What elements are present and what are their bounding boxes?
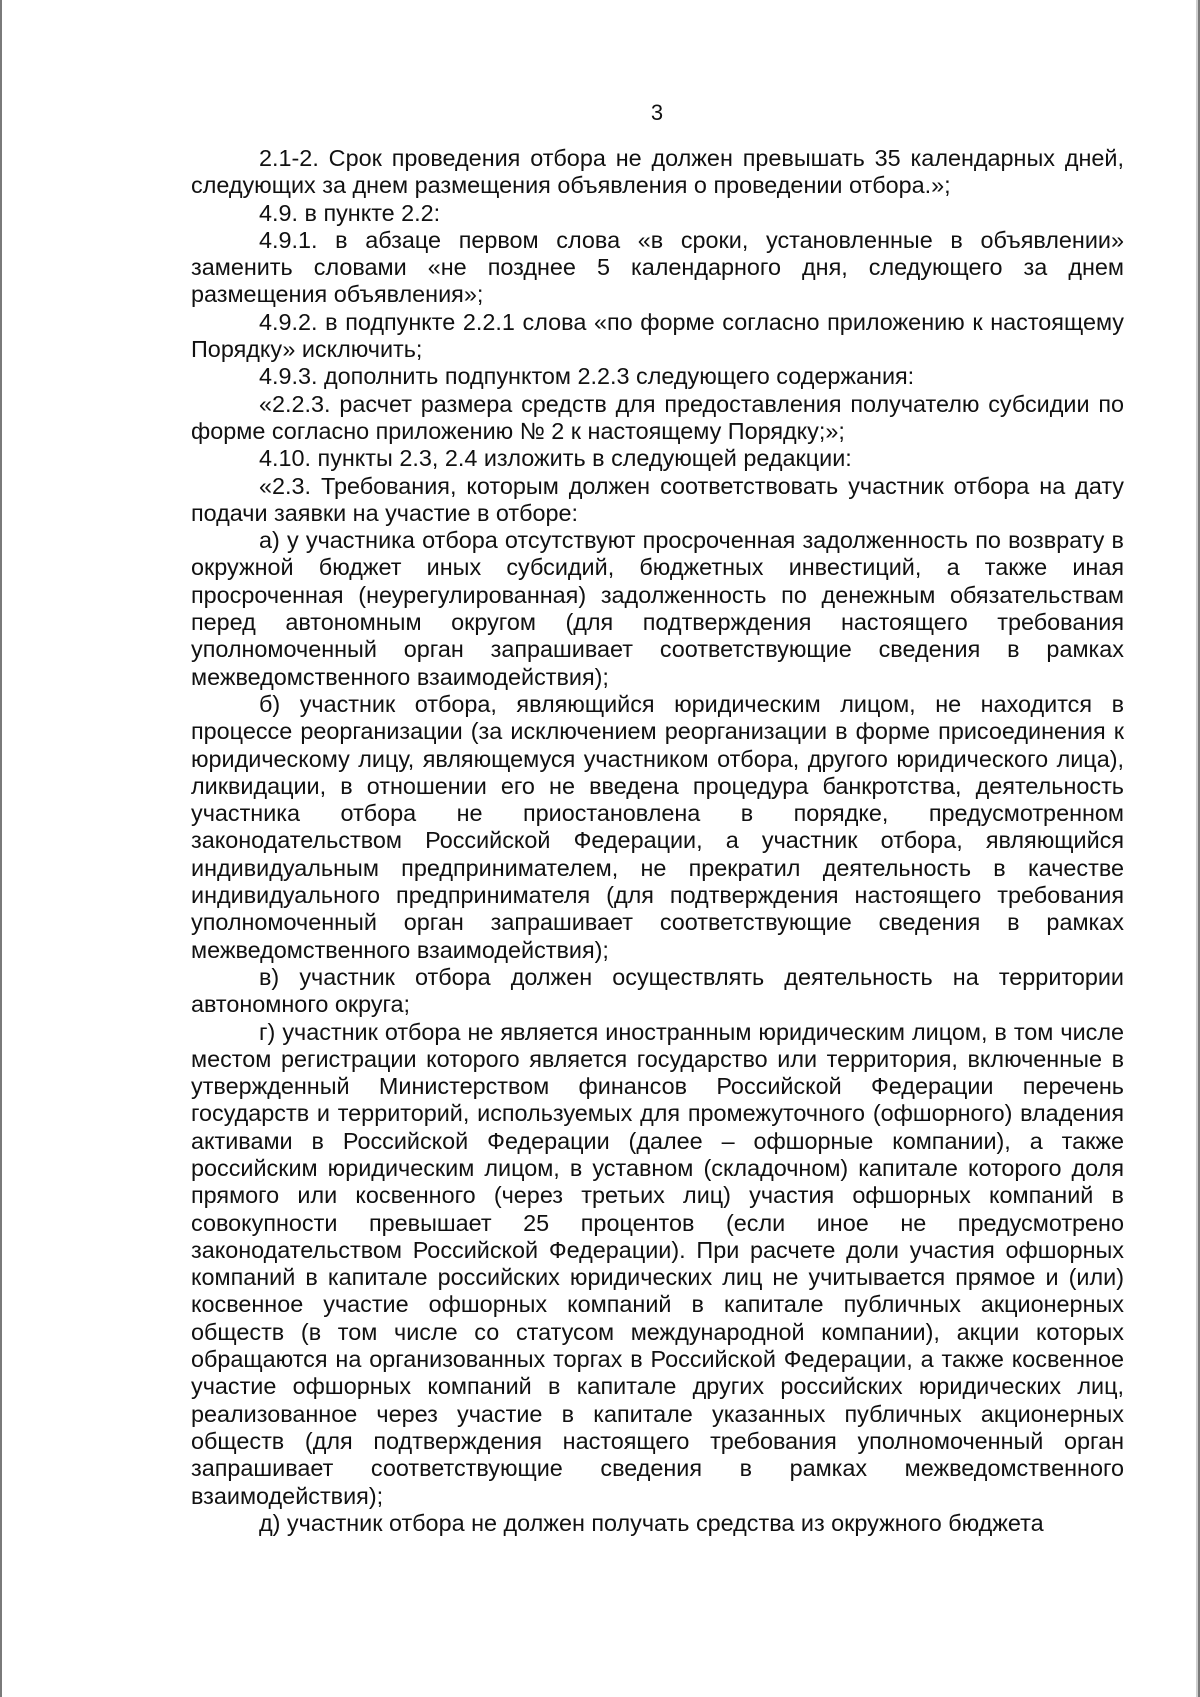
paragraph: 4.10. пункты 2.3, 2.4 изложить в следующей редакции: [259, 445, 852, 472]
paragraph: в) участник отбора должен осуществлять деятельность на территории автономного округа; [191, 963, 1124, 1018]
paragraph: г) участник отбора не является иностранным юридическим лицом, в том числе местом регистрации которого является государство или территория, включенные в утвержденный Министерством финансов Российской Федерации перечень государств и территорий, используемых для промежуточного (офшорного) владения активами в Российской Федерации (далее – офшорные компании), а также российским юридическим лицом, в уставном (складочном) капитале которого доля прямого или косвенного (через третьих лиц) участия офшорных компаний в совокупности превышает 25 процентов (если иное не предусмотрено законодательством Российской Федерации). При расчете доли участия офшорных компаний в капитале российских юридических лиц не учитывается прямое и (или) косвенное участие офшорных компаний в капитале публичных акционерных обществ (в том числе со статусом международной компании), акции которых обращаются на организованных торгах в Российской Федерации, а также косвенное участие офшорных компаний в капитале других российских юридических лиц, реализованное через участие в капитале указанных публичных акционерных обществ (для подтверждения настоящего требования уполномоченный орган запрашивает соответствующие сведения в рамках межведомственного взаимодействия); [191, 1018, 1124, 1509]
paragraph: 4.9.3. дополнить подпунктом 2.2.3 следующего содержания: [259, 363, 915, 390]
paragraph: 2.1-2. Срок проведения отбора не должен превышать 35 календарных дней, следующих за днем размещения объявления о проведении отбора.»; [191, 145, 1124, 199]
paragraph: а) у участника отбора отсутствуют просроченная задолженность по возврату в окружной бюджет иных субсидий, бюджетных инвестиций, а также иная просроченная (неурегулированная) задолженность по денежным обязательствам перед автономным округом (для подтверждения настоящего требования уполномоченный орган запрашивает соответствующие сведения в рамках межведомственного взаимодействия); [191, 527, 1124, 690]
paragraph: «2.2.3. расчет размера средств для предоставления получателю субсидии по форме согласно приложению № 2 к настоящему Порядку;»; [191, 390, 1124, 444]
page-number: 3 [650, 100, 664, 125]
paragraph: «2.3. Требования, которым должен соответствовать участник отбора на дату подачи заявки на участие в отборе: [191, 472, 1124, 526]
document-body [191, 145, 1124, 1537]
paragraph: б) участник отбора, являющийся юридическим лицом, не находится в процессе реорганизации (за исключением реорганизации в форме присоединения к юридическому лицу, являющемуся участником отбора, другого юридического лица), ликвидации, в отношении его не введена процедура банкротства, деятельность участника отбора не приостановлена в порядке, предусмотренном законодательством Российской Федерации, а участник отбора, являющийся индивидуальным предпринимателем, не прекратил деятельность в качестве индивидуального предпринимателя (для подтверждения настоящего требования уполномоченный орган запрашивает соответствующие сведения в рамках межведомственного взаимодействия); [191, 690, 1124, 963]
paragraph: д) участник отбора не должен получать средства из окружного бюджета [259, 1509, 1044, 1536]
document-page [2, 0, 1198, 1697]
paragraph: 4.9. в пункте 2.2: [259, 199, 441, 226]
paragraph: 4.9.2. в подпункте 2.2.1 слова «по форме согласно приложению к настоящему Порядку» исключить; [191, 308, 1124, 363]
paragraph: 4.9.1. в абзаце первом слова «в сроки, установленные в объявлении» заменить словами «не позднее 5 календарного дня, следующего за днем размещения объявления»; [191, 226, 1124, 308]
